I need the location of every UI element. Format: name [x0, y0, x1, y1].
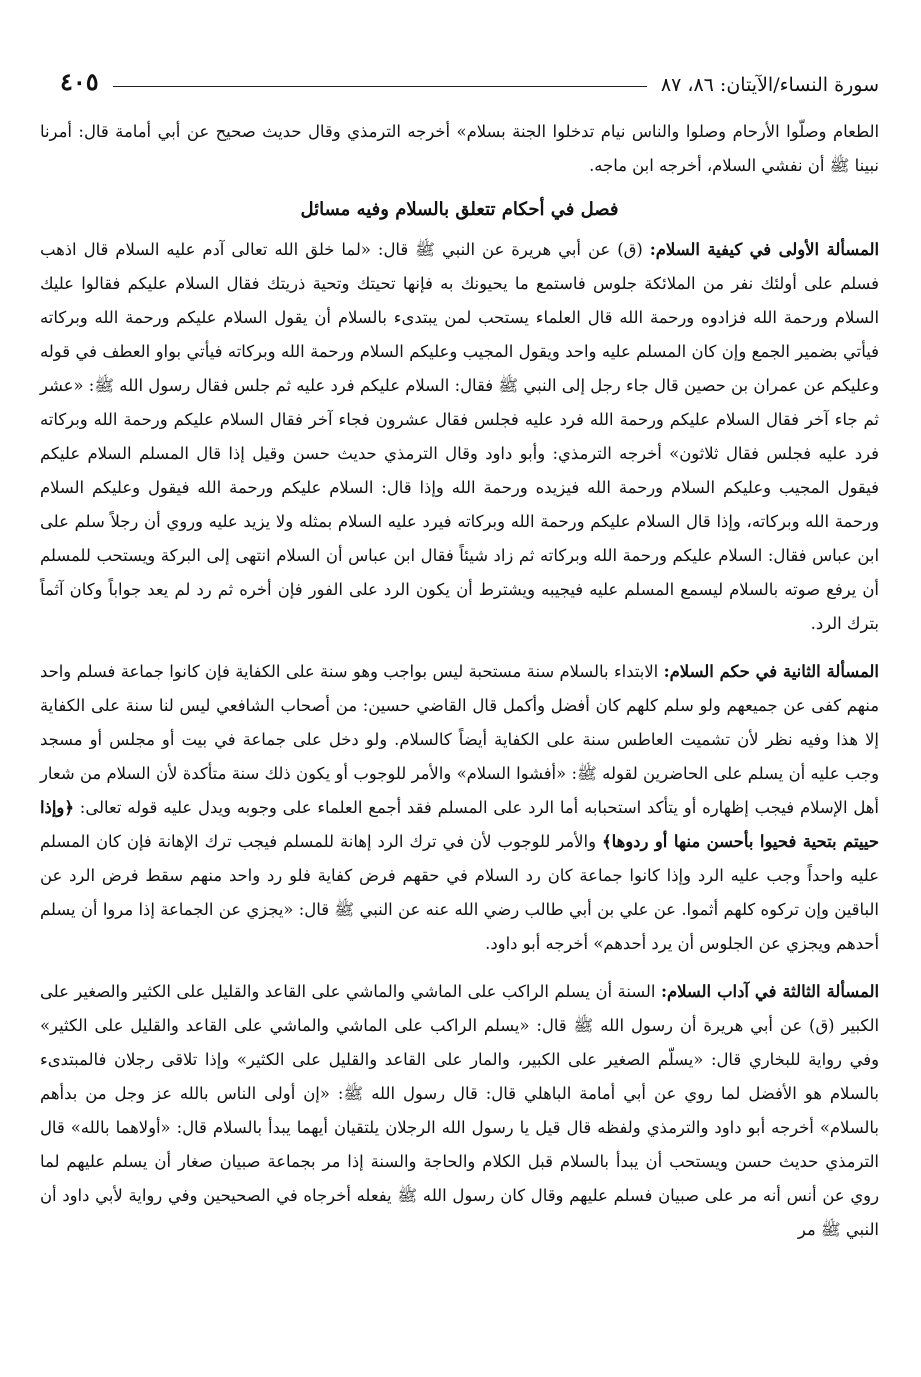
- intro-paragraph: الطعام وصلّوا الأرحام وصلوا والناس نيام تدخلوا الجنة بسلام» أخرجه الترمذي وقال حديث صحيح عن أبي أمامة قال: أمرنا نبينا ﷺ أن نفشي السلام، أخرجه ابن ماجه.: [40, 122, 879, 175]
- issue-3-title: المسألة الثالثة في آداب السلام:: [660, 982, 879, 1001]
- page-content: [40, 115, 879, 1247]
- issue-2-title: المسألة الثانية في حكم السلام:: [663, 662, 879, 681]
- page-number: ٤٠٥: [60, 67, 99, 96]
- issue-3-text: السنة أن يسلم الراكب على الماشي والماشي على القاعد والقليل على الكثير والصغير على الكبير (ق) عن أبي هريرة أن رسول الله ﷺ قال: «يسلم الراكب على الماشي والماشي على القاعد والقليل على الكثير» وفي رواية للبخاري قال: «يسلّم الصغير على الكبير، والمار على القاعد والقليل على الكثير» وإذا تلاقى رجلان فالمبتدىء بالسلام هو الأفضل لما روي عن أبي أمامة الباهلي قال: قال رسول الله ﷺ: «إن أولى الناس بالله عز وجل من بدأهم بالسلام» أخرجه أبو داود والترمذي ولفظه قال قيل يا رسول الله الرجلان يلتقيان أيهما يبدأ بالسلام قال: «أولاهما بالله» قال الترمذي حديث حسن ويستحب أن يبدأ بالسلام قبل الكلام والحاجة والسنة إذا مر بجماعة صبيان صغار أن يسلم عليهم لما روي عن أنس أنه مر على صبيان فسلم عليهم وقال كان رسول الله ﷺ يفعله أخرجاه في الصحيحين وفي رواية لأبي داود أن النبي ﷺ مر: [40, 982, 879, 1239]
- header-rule: [113, 86, 647, 87]
- issue-3-paragraph: [40, 975, 879, 1247]
- issue-2-paragraph: [40, 655, 879, 961]
- page-header: [60, 62, 879, 96]
- issue-1-title: المسألة الأولى في كيفية السلام:: [649, 240, 879, 259]
- issue-1-paragraph: [40, 233, 879, 641]
- running-head: سورة النساء/الآيتان: ٨٦، ٨٧: [660, 74, 879, 96]
- issue-1-text: (ق) عن أبي هريرة عن النبي ﷺ قال: «لما خلق الله تعالى آدم عليه السلام قال اذهب فسلم على أولئك نفر من الملائكة جلوس فاستمع ما يحيونك به فإنها تحيتك وتحية ذريتك فقال السلام عليكم فقالوا عليك السلام ورحمة الله فزادوه ورحمة الله قال العلماء يستحب لمن يبتدىء بالسلام أن يقول السلام عليكم ورحمة الله وبركاته فيأتي بضمير الجمع وإن كان المسلم عليه واحد ويقول المجيب وعليكم السلام ورحمة الله وبركاته فيأتي بواو العطف في قوله وعليكم عن عمران بن حصين قال جاء رجل إلى النبي ﷺ فقال: السلام عليكم فرد عليه ثم جلس فقال رسول الله ﷺ: «عشر ثم جاء آخر فقال السلام عليكم ورحمة الله فرد عليه فجلس فقال عشرون فجاء آخر فقال السلام عليكم ورحمة الله وبركاته فرد عليه فجلس فقال ثلاثون» أخرجه الترمذي: وأبو داود وقال الترمذي حديث حسن وقيل إذا قال المسلم السلام عليكم فيقول المجيب وعليكم السلام ورحمة الله فيزيده ورحمة الله وإذا قال: السلام عليكم ورحمة الله فيقول وعليكم السلام ورحمة الله وبركاته، وإذا قال السلام عليكم ورحمة الله وبركاته فيرد عليه السلام بمثله ولا يزيد عليه وروي أن رجلاً سلم على ابن عباس فقال: السلام عليكم ورحمة الله وبركاته ثم زاد شيئاً فقال ابن عباس أن السلام انتهى إلى البركة ويستحب للمسلم أن يرفع صوته بالسلام ليسمع المسلم عليه فيجيبه ويشترط أن يكون الرد على الفور فإن أخره ثم رد لم يعد جواباً وكان آثماً بترك الرد.: [40, 240, 879, 633]
- quran-verse: ﴿وإذا حييتم بتحية فحيوا بأحسن منها أو ردوها﴾: [40, 798, 879, 851]
- section-heading: فصل في أحكام تتعلق بالسلام وفيه مسائل: [300, 199, 619, 220]
- issue-2-text-a: الابتداء بالسلام سنة مستحبة ليس بواجب وهو سنة على الكفاية فإن كانوا جماعة فسلم واحد منهم كفى عن جميعهم ولو سلم كلهم كان أفضل وأكمل قال القاضي حسين: من أصحاب الشافعي ليس لنا سنة على الكفاية إلا هذا وفيه نظر لأن تشميت العاطس سنة على الكفاية أيضاً كالسلام. ولو دخل على جماعة في بيت أو مجلس أو مسجد وجب عليه أن يسلم على الحاضرين لقوله ﷺ: «أفشوا السلام» والأمر للوجوب أو يكون ذلك سنة متأكدة لأن السلام من شعار أهل الإسلام فيجب إظهاره أو يتأكد استحبابه أما الرد على المسلم فقد أجمع العلماء على وجوبه ويدل عليه قوله تعالى:: [40, 662, 879, 817]
- issue-2-text-b: والأمر للوجوب لأن في ترك الرد إهانة للمسلم فيجب ترك الإهانة فإن كان المسلم عليه واحداً وجب عليه الرد وإذا كانوا جماعة كان رد السلام في حقهم فرض كفاية فلو رد واحد منهم سقط فرض الرد عن الباقين وإن تركوه كلهم أثموا. عن علي بن أبي طالب رضي الله عنه عن النبي ﷺ قال: «يجزي عن الجماعة إذا مروا أن يسلم أحدهم ويجزي عن الجلوس أن يرد أحدهم» أخرجه أبو داود.: [40, 832, 879, 953]
